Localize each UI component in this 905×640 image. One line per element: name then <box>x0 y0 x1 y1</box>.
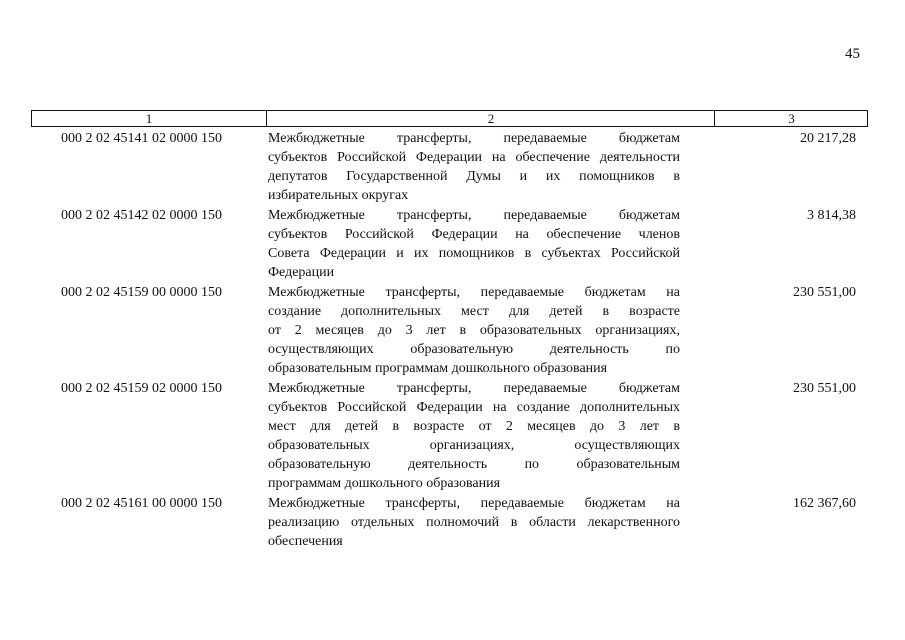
budget-code: 000 2 02 45141 02 0000 150 <box>61 131 222 146</box>
row-amount: 20 217,28 <box>800 131 856 146</box>
description-line: субъектов Российской Федерации на обеспечение деятельности <box>268 150 680 165</box>
description-line: создание дополнительных мест для детей в возрасте <box>268 304 680 319</box>
row-amount: 230 551,00 <box>793 285 856 300</box>
description-line: обеспечения <box>268 534 343 549</box>
description-line: Совета Федерации и их помощников в субъектах Российской <box>268 246 680 261</box>
description-line: Межбюджетные трансферты, передаваемые бюджетам <box>268 131 680 146</box>
description-line: Федерации <box>268 265 335 280</box>
row-description <box>268 379 680 493</box>
budget-code: 000 2 02 45142 02 0000 150 <box>61 208 222 223</box>
row-description <box>268 283 680 378</box>
description-line: осуществляющих образовательную деятельность по <box>268 342 680 357</box>
row-amount: 3 814,38 <box>807 208 856 223</box>
description-line: депутатов Государственной Думы и их помощников в <box>268 169 680 184</box>
description-line: программам дошкольного образования <box>268 476 501 491</box>
row-description <box>268 129 680 205</box>
budget-code: 000 2 02 45159 00 0000 150 <box>61 285 222 300</box>
description-line: образовательную деятельность по образовательным <box>268 457 680 472</box>
column-header-3: 3 <box>714 111 868 126</box>
description-line: Межбюджетные трансферты, передаваемые бюджетам <box>268 208 680 223</box>
description-line: от 2 месяцев до 3 лет в образовательных организациях, <box>268 323 680 338</box>
description-line: образовательных организациях, осуществляющих <box>268 438 680 453</box>
column-header-2: 2 <box>266 111 715 126</box>
description-line: реализацию отдельных полномочий в области лекарственного <box>268 515 680 530</box>
row-amount: 162 367,60 <box>793 496 856 511</box>
row-amount: 230 551,00 <box>793 381 856 396</box>
row-description <box>268 494 680 551</box>
description-line: субъектов Российской Федерации на обеспечение членов <box>268 227 680 242</box>
row-description <box>268 206 680 282</box>
budget-code: 000 2 02 45159 02 0000 150 <box>61 381 222 396</box>
budget-code: 000 2 02 45161 00 0000 150 <box>61 496 222 511</box>
column-header-1: 1 <box>145 111 153 126</box>
description-line: Межбюджетные трансферты, передаваемые бюджетам <box>268 381 680 396</box>
description-line: избирательных округах <box>268 188 409 203</box>
description-line: субъектов Российской Федерации на создание дополнительных <box>268 400 680 415</box>
page-number: 45 <box>845 46 860 62</box>
description-line: Межбюджетные трансферты, передаваемые бюджетам на <box>268 496 680 511</box>
description-line: мест для детей в возрасте от 2 месяцев до 3 лет в <box>268 419 680 434</box>
table-header <box>31 110 868 127</box>
description-line: образовательным программам дошкольного образования <box>268 361 608 376</box>
description-line: Межбюджетные трансферты, передаваемые бюджетам на <box>268 285 680 300</box>
